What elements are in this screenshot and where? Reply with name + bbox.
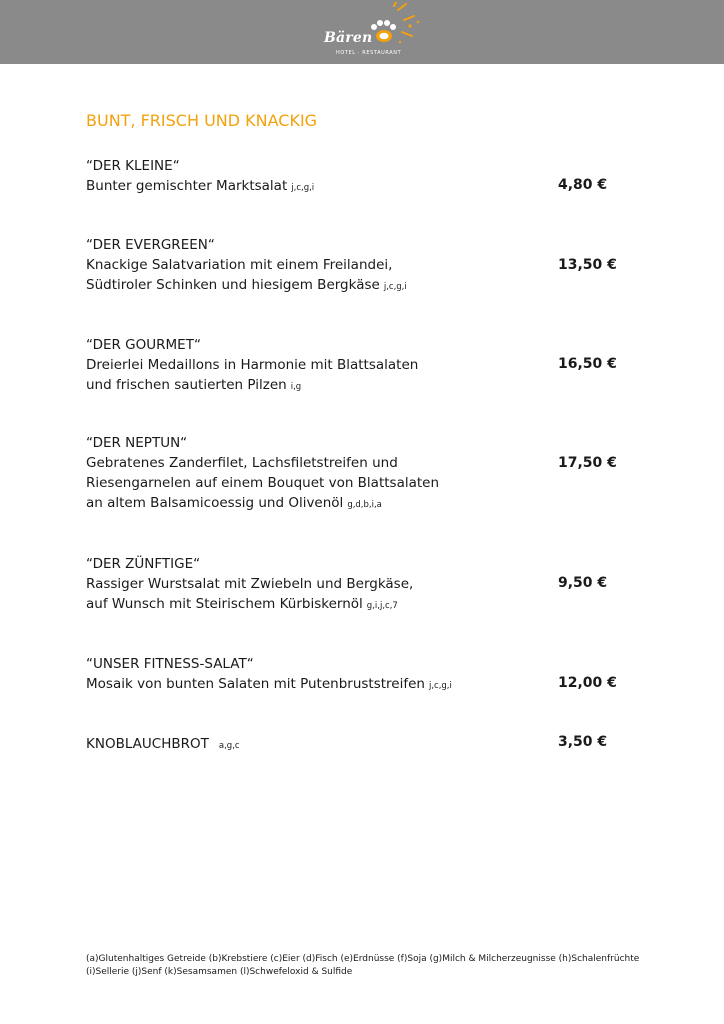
item-allergens: j,c,g,i xyxy=(428,681,452,691)
section-title: BUNT, FRISCH UND KNACKIG xyxy=(86,111,318,130)
item-allergens: a,g,c xyxy=(218,741,240,751)
item-name: “DER NEPTUN“ xyxy=(86,435,188,451)
item-allergens: g,d,b,i,a xyxy=(347,500,382,510)
item-description: Gebratenes Zanderfilet, Lachsfiletstreifen und xyxy=(86,455,398,471)
logo xyxy=(314,2,424,62)
item-price: 3,50 € xyxy=(558,734,608,750)
item-description: Mosaik von bunten Salaten mit Putenbruststreifen j,c,g,i xyxy=(86,676,452,692)
item-name: “DER ZÜNFTIGE“ xyxy=(86,556,201,572)
item-price: 4,80 € xyxy=(558,177,608,193)
item-name: KNOBLAUCHBROT a,g,c xyxy=(86,736,240,752)
menu-item xyxy=(86,433,646,515)
item-allergens: i,g xyxy=(290,382,302,392)
item-name: “UNSER FITNESS-SALAT“ xyxy=(86,656,254,672)
item-description: an altem Balsamicoessig und Olivenöl g,d,b,i,a xyxy=(86,495,382,511)
allergen-legend-line: (a)Glutenhaltiges Getreide (b)Krebstiere (c)Eier (d)Fisch (e)Erdnüsse (f)Soja (g)Milch & Milcherzeugnisse (h)Schalenfrüchte xyxy=(86,954,640,964)
item-allergens: j,c,g,i xyxy=(383,282,407,292)
item-price: 13,50 € xyxy=(558,257,617,273)
item-price: 17,50 € xyxy=(558,455,617,471)
item-description: Rassiger Wurstsalat mit Zwiebeln und Bergkäse, xyxy=(86,576,414,592)
item-price: 9,50 € xyxy=(558,575,608,591)
item-price: 12,00 € xyxy=(558,675,617,691)
header-bar xyxy=(0,0,724,64)
item-name: “DER GOURMET“ xyxy=(86,337,201,353)
item-name: “DER EVERGREEN“ xyxy=(86,237,215,253)
item-name: “DER KLEINE“ xyxy=(86,158,180,174)
item-description: Dreierlei Medaillons in Harmonie mit Blattsalaten xyxy=(86,357,419,373)
item-description: Knackige Salatvariation mit einem Freilandei, xyxy=(86,257,393,273)
item-allergens: g,i,j,c,7 xyxy=(366,601,398,611)
item-allergens: j,c,g,i xyxy=(291,183,315,193)
allergen-legend-line: (i)Sellerie (j)Senf (k)Sesamsamen (l)Schwefeloxid & Sulfide xyxy=(86,967,353,977)
item-description: auf Wunsch mit Steirischem Kürbiskernöl g,i,j,c,7 xyxy=(86,596,398,612)
item-description: Bunter gemischter Marktsalat j,c,g,i xyxy=(86,178,315,194)
allergen-legend xyxy=(86,953,686,979)
logo-subtitle: HOTEL · RESTAURANT xyxy=(336,50,402,56)
item-description: Südtiroler Schinken und hiesigem Bergkäse j,c,g,i xyxy=(86,277,407,293)
item-description: und frischen sautierten Pilzen i,g xyxy=(86,377,302,393)
item-description: Riesengarnelen auf einem Bouquet von Blattsalaten xyxy=(86,475,440,491)
item-price: 16,50 € xyxy=(558,356,617,372)
logo-name: Bären xyxy=(324,30,373,46)
